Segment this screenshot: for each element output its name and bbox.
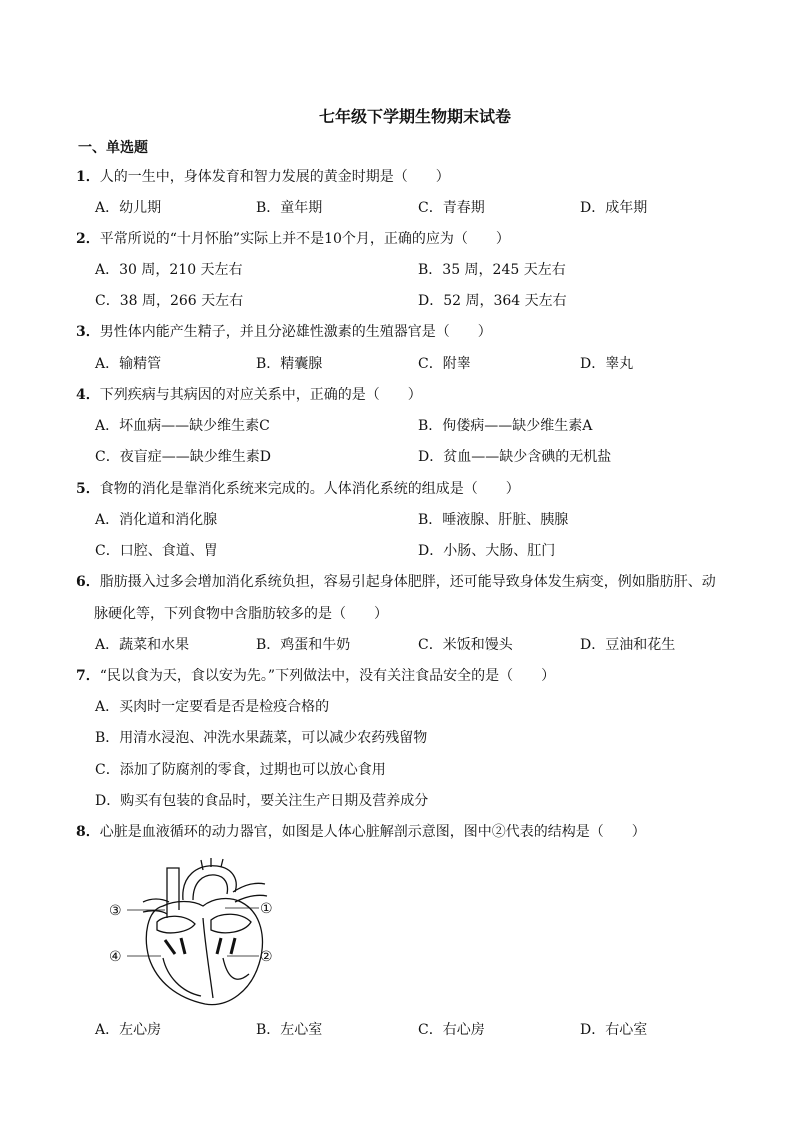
option-a[interactable]: A．蔬菜和水果 <box>95 637 190 653</box>
option-b[interactable]: B．用清水浸泡、冲洗水果蔬菜，可以减少农药残留物 <box>95 730 428 746</box>
question-number: 1． <box>76 169 100 185</box>
section-heading: 一、单选题 <box>78 140 148 156</box>
question-text: 平常所说的“十月怀胎”实际上并不是10个月，正确的应为（ ） <box>99 231 510 247</box>
label-4: ④ <box>109 949 122 965</box>
option-a[interactable]: A．坏血病——缺少维生素C <box>95 418 270 434</box>
pulmonary-vein-left <box>143 899 169 914</box>
question-number: 3． <box>76 324 100 340</box>
option-a[interactable]: A．左心房 <box>95 1022 162 1038</box>
option-c[interactable]: C．附睾 <box>418 356 471 372</box>
question-number: 2． <box>76 231 100 247</box>
option-c[interactable]: C．青春期 <box>418 200 485 216</box>
option-d[interactable]: D．小肠、大肠、肛门 <box>418 543 556 559</box>
question-text: 脂肪摄入过多会增加消化系统负担，容易引起身体肥胖，还可能导致身体发生病变，例如脂肪肝、动 <box>99 574 716 590</box>
question-8 <box>76 821 646 841</box>
question-text: 人的一生中，身体发育和智力发展的黄金时期是（ ） <box>99 169 450 185</box>
option-a[interactable]: A．幼儿期 <box>95 200 162 216</box>
option-c[interactable]: C．夜盲症——缺少维生素D <box>95 449 271 465</box>
option-c[interactable]: C．38 周，266 天左右 <box>95 293 244 309</box>
ventricle-wall-left <box>163 958 201 996</box>
option-b[interactable]: B．35 周，245 天左右 <box>418 262 566 278</box>
question-1 <box>76 166 450 186</box>
question-2 <box>76 228 510 248</box>
heart-diagram <box>105 858 285 1008</box>
question-text-continued: 脉硬化等，下列食物中含脂肪较多的是（ ） <box>94 606 388 622</box>
valve-left <box>165 938 185 954</box>
option-d[interactable]: D．52 周，364 天左右 <box>418 293 567 309</box>
exam-title: 七年级下学期生物期末试卷 <box>318 107 511 126</box>
question-3 <box>76 321 492 341</box>
label-1: ① <box>260 901 273 917</box>
option-b[interactable]: B．佝偻病——缺少维生素A <box>418 418 593 434</box>
option-a[interactable]: A．30 周，210 天左右 <box>95 262 243 278</box>
option-a[interactable]: A．消化道和消化腺 <box>95 512 218 528</box>
left-atrium-region <box>157 916 195 933</box>
question-5 <box>76 478 520 498</box>
option-d[interactable]: D．豆油和花生 <box>580 637 676 653</box>
option-b[interactable]: B．鸡蛋和牛奶 <box>256 637 351 653</box>
valve-right <box>217 938 235 954</box>
question-number: 7． <box>76 668 100 684</box>
option-b[interactable]: B．唾液腺、肝脏、胰腺 <box>418 512 569 528</box>
right-atrium-region <box>211 914 251 933</box>
option-d[interactable]: D．成年期 <box>580 200 648 216</box>
question-number: 8． <box>76 824 100 840</box>
question-6 <box>76 571 716 591</box>
question-text: 心脏是血液循环的动力器官，如图是人体心脏解剖示意图，图中②代表的结构是（ ） <box>99 824 646 840</box>
option-b[interactable]: B．童年期 <box>256 200 323 216</box>
option-a[interactable]: A．买肉时一定要看是否是检疫合格的 <box>95 699 330 715</box>
question-number: 4． <box>76 387 100 403</box>
option-c[interactable]: C．米饭和馒头 <box>418 637 513 653</box>
question-text: 食物的消化是靠消化系统来完成的。人体消化系统的组成是（ ） <box>99 481 520 497</box>
vena-cava-superior <box>167 868 179 918</box>
aorta-outline <box>183 866 236 900</box>
aorta-branches <box>201 858 223 870</box>
option-b[interactable]: B．精囊腺 <box>256 356 323 372</box>
option-c[interactable]: C．口腔、食道、胃 <box>95 543 218 559</box>
label-3: ③ <box>109 903 122 919</box>
question-4 <box>76 384 422 404</box>
option-a[interactable]: A．输精管 <box>95 356 162 372</box>
option-d[interactable]: D．右心室 <box>580 1022 648 1038</box>
heart-outline <box>146 899 262 1005</box>
question-7 <box>76 665 555 685</box>
aorta-inner <box>193 875 228 900</box>
option-b[interactable]: B．左心室 <box>256 1022 323 1038</box>
question-text: 下列疾病与其病因的对应关系中，正确的是（ ） <box>99 387 422 403</box>
option-d[interactable]: D．贫血——缺少含碘的无机盐 <box>418 449 612 465</box>
option-c[interactable]: C．右心房 <box>418 1022 485 1038</box>
question-number: 6． <box>76 574 100 590</box>
ventricle-wall-right <box>223 958 249 979</box>
pulmonary-vessel <box>233 883 267 902</box>
question-number: 5． <box>76 481 100 497</box>
label-2: ② <box>260 949 273 965</box>
option-c[interactable]: C．添加了防腐剂的零食，过期也可以放心食用 <box>95 762 386 778</box>
option-d[interactable]: D．购买有包装的食品时，要关注生产日期及营养成分 <box>95 793 429 809</box>
option-d[interactable]: D．睾丸 <box>580 356 634 372</box>
question-text: “民以食为天，食以安为先。”下列做法中，没有关注食品安全的是（ ） <box>99 668 556 684</box>
question-text: 男性体内能产生精子，并且分泌雄性激素的生殖器官是（ ） <box>99 324 492 340</box>
